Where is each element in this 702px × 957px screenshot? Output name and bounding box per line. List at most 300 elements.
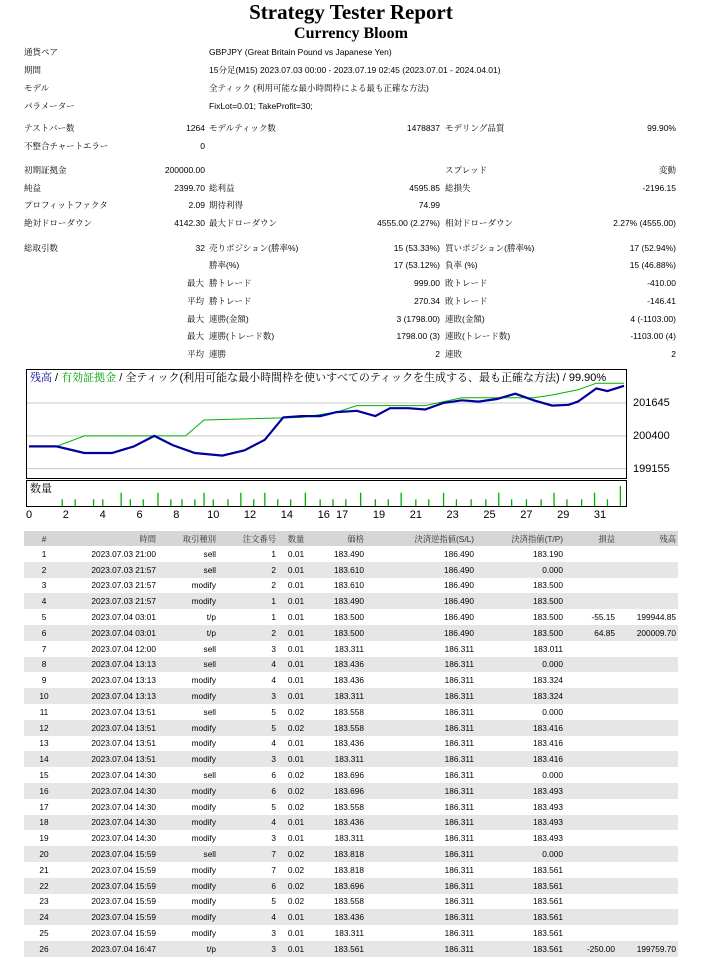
deal-cell: t/p [158, 941, 218, 957]
column-header: 価格 [314, 531, 366, 546]
deal-cell: sell [158, 562, 218, 578]
volume-bar [443, 493, 444, 506]
deal-cell: 183.561 [476, 878, 565, 894]
avg-cons-loss-label: 連敗 [445, 349, 463, 359]
deal-cell: 183.493 [476, 815, 565, 831]
deal-cell: -250.00 [565, 941, 617, 957]
volume-bar [264, 493, 265, 506]
deal-cell: 2023.07.04 12:00 [91, 643, 156, 654]
x-tick-label: 19 [372, 509, 386, 521]
deal-cell: 183.558 [334, 801, 364, 812]
deal-cell: 186.311 [366, 751, 476, 767]
deal-cell: 183.436 [314, 815, 366, 831]
deal-cell: 2023.07.03 21:57 [64, 593, 158, 609]
x-tick-label: 8 [173, 509, 180, 521]
deal-cell: 183.493 [533, 801, 563, 812]
deals-table [24, 531, 678, 957]
deal-cell: 21 [39, 864, 49, 875]
volume-bar [93, 499, 94, 506]
volume-bar [607, 499, 608, 506]
deal-cell: 200009.70 [617, 625, 678, 641]
report-subtitle: Currency Bloom [294, 25, 408, 42]
deal-cell: 183.500 [314, 625, 366, 641]
deal-cell: 183.324 [533, 675, 563, 686]
deal-cell: 183.558 [334, 706, 364, 717]
deal-cell: 2023.07.04 14:30 [91, 801, 156, 812]
deal-cell: 0.02 [287, 801, 305, 812]
profit-factor-value: 2.09 [188, 200, 205, 210]
deal-row [24, 736, 678, 752]
deal-cell: modify [191, 675, 216, 686]
deal-cell [617, 846, 678, 862]
deal-cell: 183.490 [334, 548, 364, 559]
deal-cell [617, 593, 678, 609]
volume-bar [253, 499, 254, 506]
deal-cell: 10 [24, 688, 64, 704]
volume-bar [471, 499, 472, 506]
deal-cell [617, 894, 678, 910]
deal-cell: 5 [271, 706, 276, 717]
deal-cell: 2023.07.03 21:57 [91, 580, 156, 591]
deal-cell: 186.311 [366, 909, 476, 925]
deal-cell: 183.311 [334, 643, 364, 654]
volume-bar [541, 499, 542, 506]
volume-bar [290, 499, 291, 506]
cons-loss-count-value: -1103.00 (4) [630, 331, 676, 341]
deal-cell: 18 [24, 815, 64, 831]
deal-cell: 0.02 [278, 846, 314, 862]
deal-cell: 186.311 [366, 846, 476, 862]
deal-cell: 183.311 [334, 928, 364, 939]
deal-row [24, 704, 678, 720]
volume-bar [332, 499, 333, 506]
deal-row [24, 688, 678, 704]
deal-cell [565, 783, 617, 799]
deal-cell: 4 [218, 657, 278, 673]
deal-cell: 0.02 [278, 878, 314, 894]
deal-cell: 64.85 [565, 625, 617, 641]
spread-label: スプレッド [445, 165, 488, 175]
params-value: FixLot=0.01; TakeProfit=30; [209, 101, 313, 111]
deal-cell: 12 [24, 720, 64, 736]
balance-chart [26, 369, 627, 479]
deal-cell: 186.311 [444, 864, 474, 875]
deal-cell: 2023.07.03 21:00 [91, 548, 156, 559]
long-positions-value: 17 (52.94%) [629, 243, 676, 253]
deal-cell: 2023.07.04 13:13 [64, 688, 158, 704]
avg-cons-win-label: 連勝 [209, 349, 227, 359]
avg-win-label: 勝トレード [209, 296, 252, 306]
abs-drawdown-label: 絶対ドローダウン [24, 218, 93, 228]
deal-cell: 186.490 [444, 612, 474, 623]
deal-cell [565, 736, 617, 752]
deal-cell: 1 [271, 612, 276, 623]
deal-cell: 3 [218, 751, 278, 767]
win-rate-label: 勝率(%) [209, 260, 240, 270]
deal-cell: 183.818 [314, 846, 366, 862]
deal-cell: 0.02 [287, 706, 305, 717]
x-tick-label: 2 [62, 509, 69, 521]
deal-cell [617, 925, 678, 941]
deal-cell: modify [158, 815, 218, 831]
column-header: 時間 [64, 531, 158, 546]
deal-cell: 0.01 [278, 941, 314, 957]
deal-cell: 4 [24, 593, 64, 609]
ticks-value: 1478837 [406, 123, 440, 133]
column-header: 残高 [617, 531, 678, 546]
deal-cell: 11 [39, 706, 49, 717]
deal-cell [617, 815, 678, 831]
x-tick-label: 4 [99, 509, 106, 521]
y-tick-label: 199155 [633, 462, 670, 475]
deal-cell: 4 [271, 675, 276, 686]
deal-cell [617, 767, 678, 783]
volume-bar [143, 499, 144, 506]
deal-cell: 5 [271, 896, 276, 907]
column-header: 取引種別 [158, 531, 218, 546]
deal-cell: sell [203, 548, 216, 559]
deal-cell [565, 562, 617, 578]
volume-bar [213, 499, 214, 506]
deal-cell: 186.311 [366, 688, 476, 704]
deal-row [24, 941, 678, 957]
volume-bar [526, 499, 527, 506]
deal-cell: 17 [39, 801, 49, 812]
deposit-label: 初期証拠金 [24, 165, 67, 175]
x-tick-label: 27 [520, 509, 533, 521]
deal-row [24, 546, 678, 562]
deal-cell [617, 878, 678, 894]
deal-cell: modify [158, 878, 218, 894]
deal-cell [617, 720, 678, 736]
deal-cell: 7 [41, 643, 47, 654]
deal-cell [617, 641, 678, 657]
deal-cell: sell [203, 643, 216, 654]
deal-cell: 183.311 [314, 688, 366, 704]
deal-cell: 2023.07.04 14:30 [64, 783, 158, 799]
deal-cell: 183.416 [476, 751, 565, 767]
deal-cell: 4 [218, 815, 278, 831]
x-tick-label: 29 [557, 509, 570, 521]
deal-cell: 2023.07.04 15:59 [91, 928, 156, 939]
balance-line [29, 386, 624, 456]
deal-cell: 183.561 [533, 896, 563, 907]
deal-cell: 183.500 [476, 625, 565, 641]
loss-rate-label: 負率 (%) [445, 260, 478, 270]
deal-cell: 2023.07.04 13:13 [91, 675, 156, 686]
deal-cell: 6 [271, 770, 276, 781]
total-trades-label: 総取引数 [24, 243, 59, 253]
deal-cell: 183.190 [533, 548, 563, 559]
deal-cell [617, 783, 678, 799]
deal-cell [565, 894, 617, 910]
deal-cell: 0.02 [287, 864, 305, 875]
deal-row [24, 641, 678, 657]
deal-cell: t/p [206, 612, 216, 623]
period-value: 15分足(M15) 2023.07.03 00:00 - 2023.07.19 02:45 (2023.07.01 - 2024.04.01) [209, 65, 501, 75]
deal-row [24, 783, 678, 799]
deal-cell [565, 546, 617, 562]
deal-cell: 186.490 [366, 625, 476, 641]
deal-row [24, 609, 678, 625]
deal-cell: 22 [24, 878, 64, 894]
deal-cell: 23 [39, 896, 49, 907]
deal-cell [565, 925, 617, 941]
cons-win-count-value: 1798.00 (3) [396, 331, 440, 341]
deal-cell: modify [191, 864, 216, 875]
deal-cell: 1 [218, 593, 278, 609]
deal-cell: 0.01 [278, 688, 314, 704]
deal-cell: 186.311 [366, 783, 476, 799]
legend-rest: / 全ティック(利用可能な最小時間枠を使いすべてのティックを生成する、最も正確な方法) / 99.90% [116, 372, 607, 384]
deal-cell: 183.561 [533, 928, 563, 939]
deal-cell [617, 657, 678, 673]
deal-cell: 0.01 [278, 751, 314, 767]
deal-cell: 0.01 [287, 612, 305, 623]
deal-cell: 186.311 [444, 643, 474, 654]
deal-cell: modify [158, 783, 218, 799]
deal-cell: 6 [218, 783, 278, 799]
deal-cell: 186.311 [444, 801, 474, 812]
deal-cell: 2023.07.04 13:13 [64, 657, 158, 673]
cons-loss-amount-label: 連敗(金額) [445, 314, 485, 324]
deal-cell: 199759.70 [617, 941, 678, 957]
volume-chart [26, 480, 627, 507]
y-tick-label: 201645 [633, 397, 670, 410]
cons-win-count-label: 連勝(トレード数) [209, 331, 275, 341]
max-prefix: 最大 [187, 314, 205, 324]
deal-cell: 0.01 [287, 580, 305, 591]
deal-cell: 183.416 [533, 738, 563, 749]
deal-cell [617, 562, 678, 578]
expected-payoff-value: 74.99 [418, 200, 440, 210]
volume-bar [485, 499, 486, 506]
avg-cons-win-value: 2 [435, 349, 440, 359]
deal-cell: 183.500 [533, 612, 563, 623]
net-profit-value: 2399.70 [174, 183, 205, 193]
deal-cell [565, 578, 617, 594]
cons-loss-count-label: 連敗(トレード数) [445, 331, 511, 341]
deal-cell: 1 [271, 548, 276, 559]
deal-cell: 2023.07.04 13:51 [91, 738, 156, 749]
rel-drawdown-value: 2.27% (4555.00) [613, 218, 676, 228]
deal-cell: -55.15 [591, 612, 615, 623]
deal-cell: 2 [24, 562, 64, 578]
volume-bar [415, 499, 416, 506]
deal-cell: sell [158, 846, 218, 862]
deal-cell: modify [191, 738, 216, 749]
legend-sep: / [52, 372, 62, 384]
profit-factor-label: プロフィットファクタ [24, 200, 108, 210]
deal-cell [565, 688, 617, 704]
deal-cell: 186.311 [366, 657, 476, 673]
max-prefix: 最大 [187, 331, 205, 341]
deal-cell: 186.311 [444, 896, 474, 907]
deal-cell [565, 641, 617, 657]
column-header: # [24, 531, 64, 546]
model-value: 全ティック (利用可能な最小時間枠による最も正確な方法) [209, 83, 429, 93]
net-profit-label: 純益 [24, 183, 42, 193]
deal-cell: 183.696 [314, 783, 366, 799]
params-label: パラメーター [24, 101, 75, 111]
deal-cell: 0.01 [287, 833, 305, 844]
deal-cell: 0.000 [476, 657, 565, 673]
deal-cell: 26 [24, 941, 64, 957]
deal-cell: 2023.07.04 15:59 [64, 878, 158, 894]
deal-cell: 3 [271, 928, 276, 939]
deal-cell: 3 [271, 643, 276, 654]
deal-row [24, 862, 678, 878]
volume-bar [62, 499, 63, 506]
deal-cell [565, 657, 617, 673]
deal-row [24, 578, 678, 594]
deal-cell [617, 704, 678, 720]
deal-cell: 183.011 [533, 643, 563, 654]
deal-cell: 7 [218, 846, 278, 862]
deal-cell: 3 [271, 833, 276, 844]
model-label: モデル [24, 83, 50, 93]
deal-cell: 2023.07.04 14:30 [91, 833, 156, 844]
deals-header-row [24, 531, 678, 546]
volume-bar [594, 493, 595, 506]
report-title: Strategy Tester Report [249, 0, 453, 24]
deal-cell: 186.311 [366, 815, 476, 831]
deal-cell: 2023.07.04 16:47 [64, 941, 158, 957]
deal-cell: 183.436 [334, 675, 364, 686]
max-drawdown-value: 4555.00 (2.27%) [377, 218, 440, 228]
deposit-value: 200000.00 [164, 165, 205, 175]
deal-row [24, 815, 678, 831]
deal-cell: 2023.07.04 14:30 [64, 815, 158, 831]
deal-row [24, 672, 678, 688]
deal-cell: 0.02 [278, 783, 314, 799]
deal-cell: 25 [39, 928, 49, 939]
deal-cell: 16 [24, 783, 64, 799]
deal-cell: 0.01 [287, 738, 305, 749]
deal-cell: 186.311 [444, 706, 474, 717]
volume-bar [157, 493, 158, 506]
deal-cell: 5 [218, 720, 278, 736]
deal-row [24, 625, 678, 641]
deal-cell [565, 830, 617, 846]
deal-cell: 183.493 [533, 833, 563, 844]
cons-loss-amount-value: 4 (-1103.00) [630, 314, 676, 324]
deal-cell: 9 [41, 675, 47, 686]
deal-cell [617, 799, 678, 815]
deal-cell: 20 [24, 846, 64, 862]
rel-drawdown-label: 相対ドローダウン [445, 218, 514, 228]
volume-bar [102, 499, 103, 506]
deal-cell: modify [191, 801, 216, 812]
max-drawdown-label: 最大ドローダウン [209, 218, 278, 228]
largest-loss-value: -410.00 [647, 278, 676, 288]
gross-profit-value: 4595.85 [409, 183, 440, 193]
legend-equity: 有効証拠金 [61, 372, 117, 384]
deal-cell [617, 830, 678, 846]
volume-bar [553, 493, 554, 506]
gross-loss-label: 総損失 [445, 183, 471, 193]
deal-cell: 4 [218, 909, 278, 925]
deal-cell: 186.311 [366, 878, 476, 894]
deal-cell: modify [191, 833, 216, 844]
deal-row [24, 657, 678, 673]
deal-cell: 2023.07.04 14:30 [91, 770, 156, 781]
deal-cell: 0.000 [476, 846, 565, 862]
deal-cell: 0.01 [278, 815, 314, 831]
deal-cell [617, 736, 678, 752]
avg-win-value: 270.34 [414, 296, 440, 306]
deal-cell: 0.01 [287, 548, 305, 559]
x-tick-label: 31 [593, 509, 607, 521]
deal-cell: 2023.07.04 15:59 [64, 846, 158, 862]
deal-cell: 0.000 [476, 562, 565, 578]
deal-cell: 183.610 [334, 580, 364, 591]
deal-cell: 8 [24, 657, 64, 673]
deal-cell: modify [191, 580, 216, 591]
deal-cell: 183.436 [334, 738, 364, 749]
deal-cell [565, 799, 617, 815]
deal-cell: 0.01 [287, 928, 305, 939]
deal-cell [565, 704, 617, 720]
avg-prefix: 平均 [187, 349, 205, 359]
deal-cell: t/p [158, 625, 218, 641]
deal-cell [617, 909, 678, 925]
volume-bar [305, 493, 306, 506]
deal-cell: 13 [39, 738, 49, 749]
column-header: 決済逆指値(S/L) [366, 531, 476, 546]
largest-loss-label: 敗トレード [445, 278, 488, 288]
x-tick-label: 17 [336, 509, 349, 521]
period-label: 期間 [24, 65, 42, 75]
avg-cons-loss-value: 2 [671, 349, 676, 359]
x-tick-label: 14 [280, 509, 294, 521]
short-positions-label: 売りポジション(勝率%) [209, 243, 299, 253]
x-tick-label: 12 [243, 509, 257, 521]
deal-cell: 0.000 [542, 706, 563, 717]
volume-bar [498, 493, 499, 506]
deal-cell: 0.000 [542, 770, 563, 781]
x-tick-label: 25 [483, 509, 496, 521]
volume-bar [620, 486, 621, 506]
cons-win-amount-label: 連勝(金額) [209, 314, 249, 324]
symbol-label: 通貨ペア [24, 47, 59, 57]
volume-bar [75, 499, 76, 506]
deal-cell: modify [191, 896, 216, 907]
avg-prefix: 平均 [187, 296, 205, 306]
avg-loss-value: -146.41 [647, 296, 676, 306]
deal-row [24, 593, 678, 609]
volume-bar [277, 499, 278, 506]
deal-cell: 186.311 [444, 675, 474, 686]
symbol-value: GBPJPY (Great Britain Pound vs Japanese Yen) [209, 47, 392, 57]
deal-cell [565, 767, 617, 783]
deal-cell: 183.416 [476, 720, 565, 736]
deal-cell: 0.01 [278, 625, 314, 641]
column-header: 数量 [278, 531, 314, 546]
volume-bar [566, 499, 567, 506]
deal-cell: 2023.07.04 13:51 [64, 751, 158, 767]
deal-cell: 2 [218, 625, 278, 641]
column-header: 損益 [565, 531, 617, 546]
deal-row [24, 562, 678, 578]
x-tick-label: 10 [207, 509, 220, 521]
deal-cell: 183.490 [314, 593, 366, 609]
column-header: 決済指値(T/P) [476, 531, 565, 546]
deal-cell: 183.561 [314, 941, 366, 957]
volume-bar [170, 499, 171, 506]
deal-cell: 0.02 [287, 896, 305, 907]
deal-cell: 183.311 [334, 833, 364, 844]
